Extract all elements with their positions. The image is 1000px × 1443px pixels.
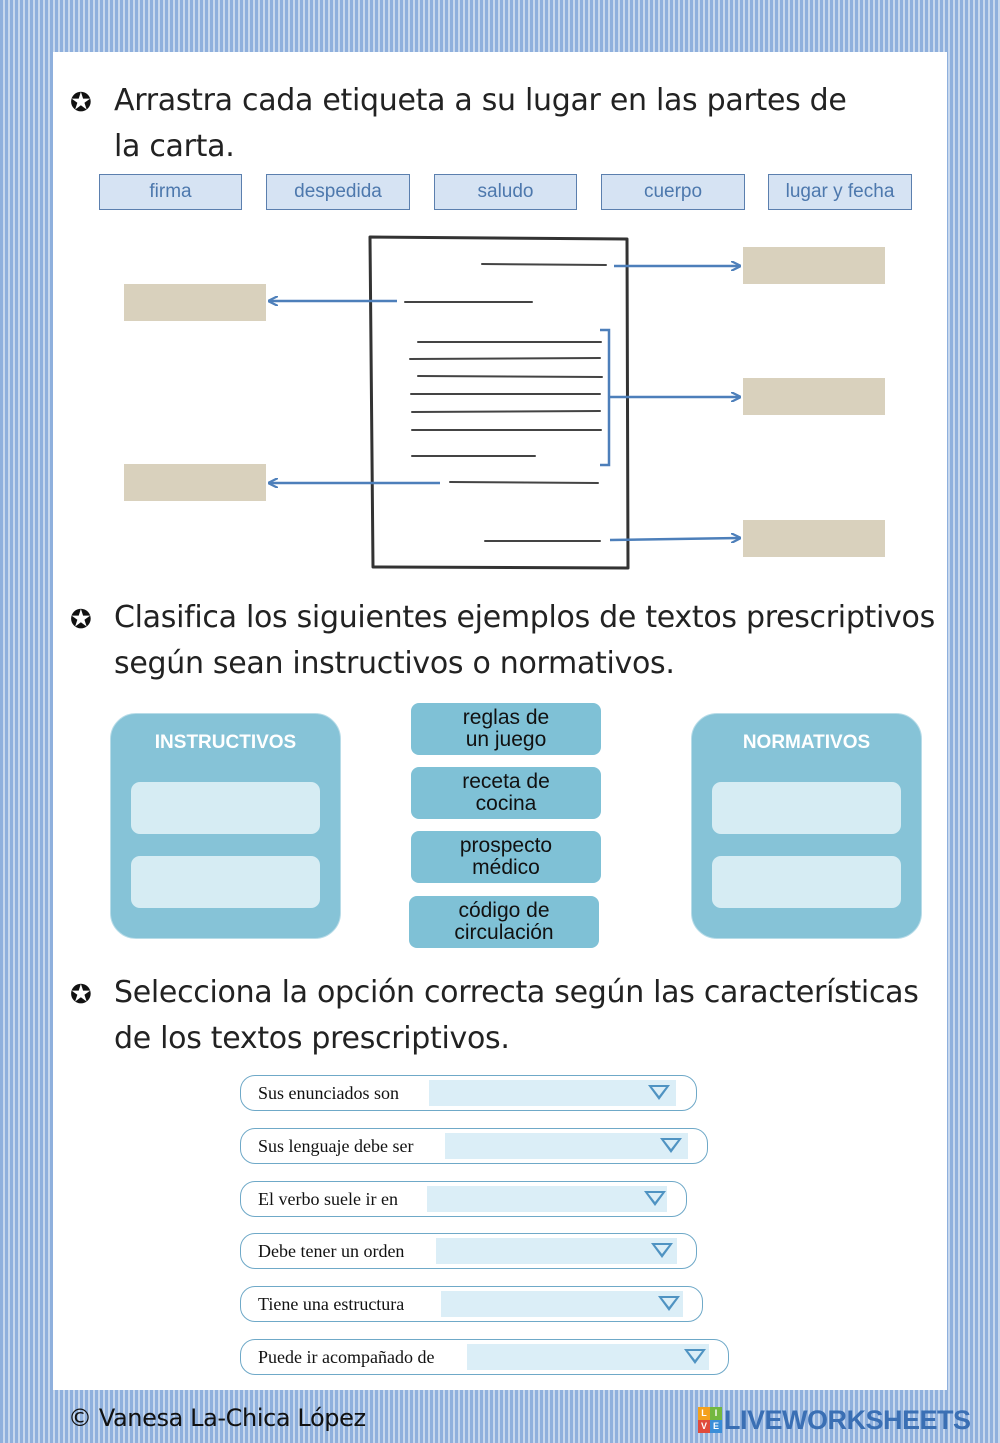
question-2-line-2: según sean instructivos o normativos. bbox=[114, 646, 675, 681]
logo-cubes-icon bbox=[698, 1407, 722, 1433]
select-row-orden bbox=[240, 1233, 697, 1269]
drop-zone-lugar-fecha[interactable] bbox=[743, 247, 885, 284]
select-label: Puede ir acompañado de bbox=[258, 1347, 435, 1367]
select-row-acompanado bbox=[240, 1339, 729, 1375]
select-dropdown-orden[interactable] bbox=[436, 1238, 677, 1264]
category-normativos bbox=[691, 713, 922, 939]
chip-receta-de-cocina[interactable] bbox=[411, 767, 601, 819]
star-icon: ✪ bbox=[70, 88, 92, 118]
question-2 bbox=[70, 595, 950, 687]
tag-cuerpo[interactable]: cuerpo bbox=[601, 174, 745, 210]
brand-name: LIVEWORKSHEETS bbox=[724, 1404, 971, 1435]
select-row-lenguaje bbox=[240, 1128, 708, 1164]
question-2-line-1: Clasifica los siguientes ejemplos de textos prescriptivos bbox=[114, 600, 935, 635]
question-3-line-1: Selecciona la opción correcta según las características bbox=[114, 975, 919, 1010]
chevron-down-icon[interactable] bbox=[684, 1349, 706, 1364]
drop-zone-firma[interactable] bbox=[743, 520, 885, 557]
select-label: Tiene una estructura bbox=[258, 1294, 405, 1314]
select-row-enunciados bbox=[240, 1075, 697, 1111]
select-dropdown-acompanado[interactable] bbox=[467, 1344, 709, 1370]
category-instructivos-title: INSTRUCTIVOS bbox=[154, 732, 297, 753]
category-instructivos bbox=[110, 713, 341, 939]
chip-line: circulación bbox=[454, 921, 554, 944]
chip-codigo-de-circulacion[interactable] bbox=[409, 896, 599, 948]
chevron-down-icon[interactable] bbox=[651, 1243, 673, 1258]
instructivos-slot-2[interactable] bbox=[131, 856, 320, 908]
normativos-slot-2[interactable] bbox=[712, 856, 901, 908]
logo-cube: I bbox=[710, 1407, 722, 1420]
instructivos-slot-1[interactable] bbox=[131, 782, 320, 834]
select-row-verbo bbox=[240, 1181, 687, 1217]
chevron-down-icon[interactable] bbox=[644, 1191, 666, 1206]
author-credit: © Vanesa La-Chica López bbox=[68, 1404, 366, 1432]
select-dropdown-estructura[interactable] bbox=[441, 1291, 683, 1317]
chip-line: receta de bbox=[462, 770, 550, 793]
chip-prospecto-medico[interactable] bbox=[411, 831, 601, 883]
chip-line: reglas de bbox=[462, 706, 550, 729]
star-icon: ✪ bbox=[70, 980, 92, 1010]
question-1-line-2: la carta. bbox=[114, 129, 235, 164]
liveworksheets-logo[interactable] bbox=[698, 1403, 971, 1437]
drop-zone-cuerpo[interactable] bbox=[743, 378, 885, 415]
chip-line: código de bbox=[458, 899, 550, 922]
tag-firma[interactable]: firma bbox=[99, 174, 242, 210]
select-dropdown-verbo[interactable] bbox=[427, 1186, 667, 1212]
tag-lugar-y-fecha[interactable]: lugar y fecha bbox=[768, 174, 912, 210]
tag-saludo[interactable]: saludo bbox=[434, 174, 577, 210]
normativos-slot-1[interactable] bbox=[712, 782, 901, 834]
chip-line: un juego bbox=[465, 728, 547, 751]
tag-despedida[interactable]: despedida bbox=[266, 174, 410, 210]
question-1-line-1: Arrastra cada etiqueta a su lugar en las partes de bbox=[114, 83, 847, 118]
chip-line: cocina bbox=[475, 792, 537, 815]
chevron-down-icon[interactable] bbox=[648, 1085, 670, 1100]
logo-cube: E bbox=[710, 1420, 722, 1433]
logo-cube: L bbox=[698, 1407, 710, 1420]
chip-reglas-de-un-juego[interactable] bbox=[411, 703, 601, 755]
select-row-estructura bbox=[240, 1286, 703, 1322]
select-label: Debe tener un orden bbox=[258, 1241, 405, 1261]
category-normativos-title: NORMATIVOS bbox=[742, 732, 871, 753]
chip-line: prospecto bbox=[459, 834, 553, 857]
chevron-down-icon[interactable] bbox=[660, 1138, 682, 1153]
logo-cube: V bbox=[698, 1420, 710, 1433]
select-dropdown-lenguaje[interactable] bbox=[445, 1133, 688, 1159]
letter-paper-icon bbox=[370, 237, 628, 568]
select-dropdown-enunciados[interactable] bbox=[429, 1080, 676, 1106]
select-label: Sus enunciados son bbox=[258, 1083, 399, 1103]
select-label: El verbo suele ir en bbox=[258, 1189, 398, 1209]
chip-line: médico bbox=[472, 856, 540, 879]
question-3-line-2: de los textos prescriptivos. bbox=[114, 1021, 510, 1056]
drop-zone-despedida[interactable] bbox=[124, 464, 266, 501]
star-icon: ✪ bbox=[70, 605, 92, 635]
question-3 bbox=[70, 970, 950, 1062]
drop-zone-saludo[interactable] bbox=[124, 284, 266, 321]
select-label: Sus lenguaje debe ser bbox=[258, 1136, 414, 1156]
chevron-down-icon[interactable] bbox=[658, 1296, 680, 1311]
